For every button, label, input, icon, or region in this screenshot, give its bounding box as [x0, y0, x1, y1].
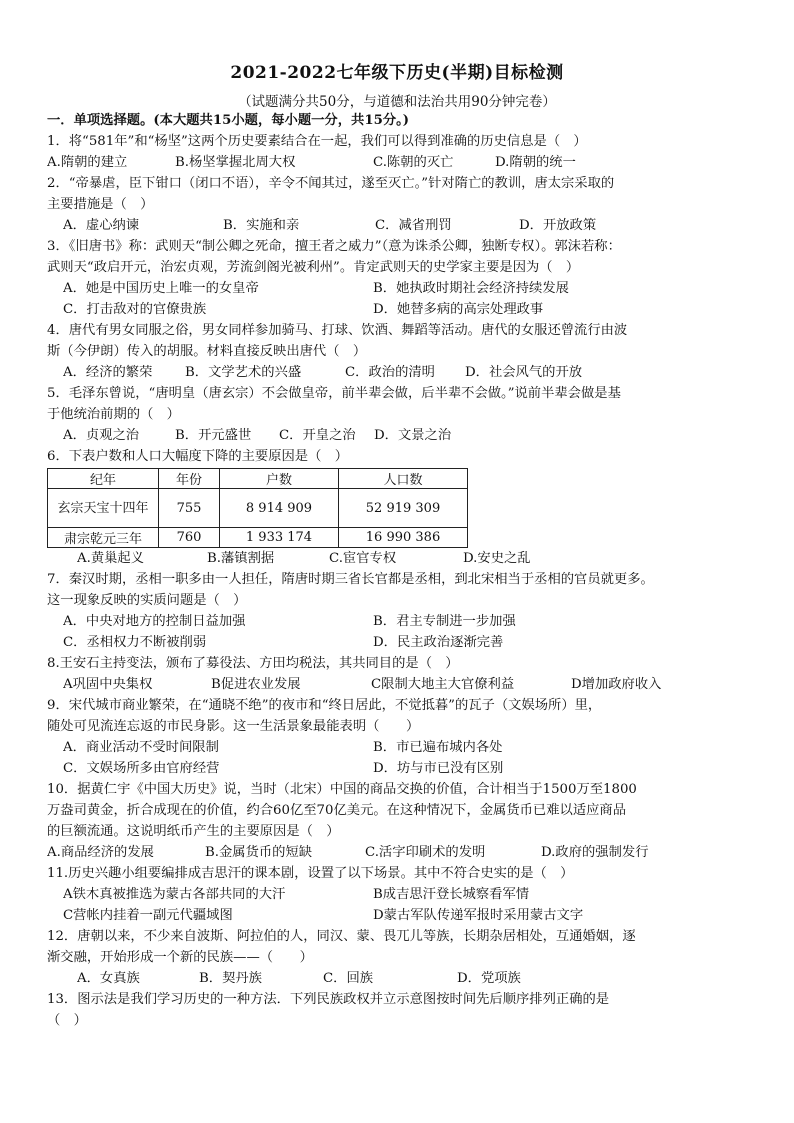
table-cell: 1 933 174 [220, 528, 339, 548]
option-c: C.宦官专权 [329, 551, 397, 566]
option-row [47, 905, 759, 926]
option-b: B促进农业发展 [211, 677, 301, 692]
question-stem: 的巨额流通。这说明纸币产生的主要原因是（ ） [47, 824, 340, 839]
option-a: A．经济的繁荣 [63, 365, 153, 380]
option-row [47, 611, 759, 632]
option-a: A.黄巢起义 [77, 551, 145, 566]
option-b: B成吉思汗登长城察看军情 [373, 887, 530, 902]
option-row [47, 884, 759, 905]
question-2 [47, 173, 759, 236]
exam-subtitle: （试题满分共50分，与道德和法治共用90分钟完卷） [238, 94, 556, 110]
table-cell: 16 990 386 [339, 528, 468, 548]
option-b: B．市已遍布城内各处 [373, 740, 503, 755]
table-header-cell: 纪年 [48, 469, 159, 489]
question-stem: 6．下表户数和人口大幅度下降的主要原因是（ ） [47, 449, 348, 464]
option-b: B.藩镇割据 [207, 551, 275, 566]
question-stem: 万盎司黄金，折合成现在的价值，约合60亿至70亿美元。在这种情况下，金属货币已难以适应商品 [47, 803, 627, 818]
option-b: B．开元盛世 [175, 428, 252, 443]
question-stem: 12．唐朝以来，不少来自波斯、阿拉伯的人，同汉、蒙、畏兀儿等族，长期杂居相处，互通婚姻，逐 [47, 929, 636, 944]
option-c: C营帐内挂着一副元代疆域图 [63, 908, 233, 923]
question-9 [47, 695, 759, 779]
option-d: D．文景之治 [374, 428, 452, 443]
question-8 [47, 653, 759, 695]
question-stem: 主要措施是（ ） [47, 197, 154, 212]
option-a: A．贞观之治 [63, 428, 140, 443]
option-c: C．开皇之治 [279, 428, 356, 443]
question-13 [47, 989, 759, 1031]
question-stem: 9．宋代城市商业繁荣，在“通晓不绝”的夜市和“终日居此，不觉抵暮”的瓦子（文娱场所）里， [47, 698, 602, 713]
table-row [48, 489, 468, 528]
option-a: A．中央对地方的控制日益加强 [63, 614, 246, 629]
question-stem: 8.王安石主持变法，颁布了募役法、方田均税法，其共同目的是（ ） [47, 656, 459, 671]
table-cell: 8 914 909 [220, 489, 339, 528]
question-stem: 7．秦汉时期，丞相一职多由一人担任，隋唐时期三省长官都是丞相，到北宋相当于丞相的官员就更多。 [47, 572, 654, 587]
table-header-row [48, 469, 468, 489]
option-row [47, 548, 759, 569]
option-a: A．商业活动不受时间限制 [63, 740, 219, 755]
question-12 [47, 926, 759, 989]
option-d: D.政府的强制发行 [541, 845, 649, 860]
table-header-cell: 人口数 [339, 469, 468, 489]
question-stem: 武则天“政启开元，治宏贞观，芳流剑阁光被利州”。肯定武则天的史学家主要是因为（ ） [47, 260, 580, 275]
option-b: B．契丹族 [199, 971, 262, 986]
option-c: C.活字印刷术的发明 [365, 845, 486, 860]
option-row [47, 278, 759, 299]
option-row [47, 758, 759, 779]
population-table [47, 468, 468, 548]
option-a: A．虚心纳谏 [63, 218, 140, 233]
question-3 [47, 236, 759, 320]
question-stem: 于他统治前期的（ ） [47, 407, 180, 422]
question-stem: 10．据黄仁宇《中国大历史》说，当时（北宋）中国的商品交换的价值，合计相当于1500万至1800 [47, 782, 637, 797]
question-stem: 1．将“581年”和“杨坚”这两个历史要素结合在一起，我们可以得到准确的历史信息是（ ） [47, 134, 587, 149]
option-b: B.杨坚掌握北周大权 [175, 155, 296, 170]
option-a: A．她是中国历史上唯一的女皇帝 [63, 281, 259, 296]
option-c: C．政治的清明 [345, 365, 435, 380]
question-stem: 3．《旧唐书》称：武则天“制公卿之死命，擅王者之威力”（意为诛杀公卿，独断专权）。郭沫若称： [47, 239, 621, 254]
question-stem: 5．毛泽东曾说，“唐明皇（唐玄宗）不会做皇帝，前半辈会做，后半辈不会做。”说前半辈会做是基 [47, 386, 621, 401]
option-row [47, 362, 759, 383]
option-d: D．民主政治逐渐完善 [373, 635, 504, 650]
option-c: C限制大地主大官僚利益 [371, 677, 515, 692]
option-d: D．党项族 [457, 971, 521, 986]
exam-content [47, 110, 759, 1031]
option-b: B.金属货币的短缺 [205, 845, 313, 860]
option-c: C．减省刑罚 [375, 218, 452, 233]
option-c: C．回族 [323, 971, 374, 986]
option-d: D．坊与市已没有区别 [373, 761, 504, 776]
option-d: D增加政府收入 [571, 677, 662, 692]
option-row [47, 632, 759, 653]
option-row [47, 737, 759, 758]
option-d: D.隋朝的统一 [495, 155, 576, 170]
question-11 [47, 863, 759, 926]
table-header-cell: 户数 [220, 469, 339, 489]
option-d: D.安史之乱 [463, 551, 531, 566]
table-cell: 755 [159, 489, 220, 528]
option-d: D．社会风气的开放 [465, 365, 583, 380]
option-c: C．文娱场所多由官府经营 [63, 761, 220, 776]
option-row [47, 152, 759, 173]
table-row [48, 528, 468, 548]
question-stem: 2．“帝暴虐，臣下钳口（闭口不语），辛令不闻其过，遂至灭亡。”针对隋亡的教训，唐太宗采取的 [47, 176, 615, 191]
exam-title: 2021-2022七年级下历史(半期)目标检测 [230, 63, 564, 83]
question-stem: 4．唐代有男女同服之俗，男女同样参加骑马、打球、饮酒、舞蹈等活动。唐代的女服还曾流行由波 [47, 323, 628, 338]
option-a: A.隋朝的建立 [47, 155, 128, 170]
question-1 [47, 131, 759, 173]
option-a: A．女真族 [77, 971, 140, 986]
option-b: B．她执政时期社会经济持续发展 [373, 281, 569, 296]
option-row [47, 299, 759, 320]
question-stem: （ ） [47, 1013, 87, 1028]
question-stem: 渐交融，开始形成一个新的民族——（ ） [47, 950, 313, 965]
table-cell: 52 919 309 [339, 489, 468, 528]
table-cell: 760 [159, 528, 220, 548]
option-a: A铁木真被推选为蒙古各部共同的大汗 [63, 887, 286, 902]
option-d: D．她替多病的高宗处理政事 [373, 302, 544, 317]
question-stem: 斯（今伊朗）传入的胡服。材料直接反映出唐代（ ） [47, 344, 367, 359]
question-6 [47, 446, 759, 569]
option-row [47, 842, 759, 863]
option-row [47, 968, 759, 989]
option-c: C．打击敌对的官僚贵族 [63, 302, 207, 317]
option-b: B．实施和亲 [223, 218, 300, 233]
option-c: C．丞相权力不断被削弱 [63, 635, 207, 650]
question-stem: 11.历史兴趣小组要编排成吉思汗的课本剧，设置了以下场景。其中不符合史实的是（ ） [47, 866, 574, 881]
option-row [47, 425, 759, 446]
option-a: A.商品经济的发展 [47, 845, 154, 860]
question-10 [47, 779, 759, 863]
section-heading: 一．单项选择题。(本大题共15小题，每小题一分，共15分。) [47, 113, 410, 128]
option-a: A巩固中央集权 [63, 677, 153, 692]
question-4 [47, 320, 759, 383]
option-row [47, 215, 759, 236]
option-d: D．开放政策 [519, 218, 597, 233]
option-d: D蒙古军队传递军报时采用蒙古文字 [373, 908, 584, 923]
table-header-cell: 年份 [159, 469, 220, 489]
option-b: B．文学艺术的兴盛 [185, 365, 302, 380]
option-row [47, 674, 759, 695]
table-cell: 肃宗乾元三年 [48, 528, 159, 548]
option-b: B．君主专制进一步加强 [373, 614, 516, 629]
table-cell: 玄宗天宝十四年 [48, 489, 159, 528]
question-7 [47, 569, 759, 653]
option-c: C.陈朝的灭亡 [373, 155, 454, 170]
question-stem: 13．图示法是我们学习历史的一种方法．下列民族政权并立示意图按时间先后顺序排列正确的是 [47, 992, 610, 1007]
question-stem: 随处可见流连忘返的市民身影。这一生活景象最能表明（ ） [47, 719, 420, 734]
question-5 [47, 383, 759, 446]
question-stem: 这一现象反映的实质问题是（ ） [47, 593, 247, 608]
